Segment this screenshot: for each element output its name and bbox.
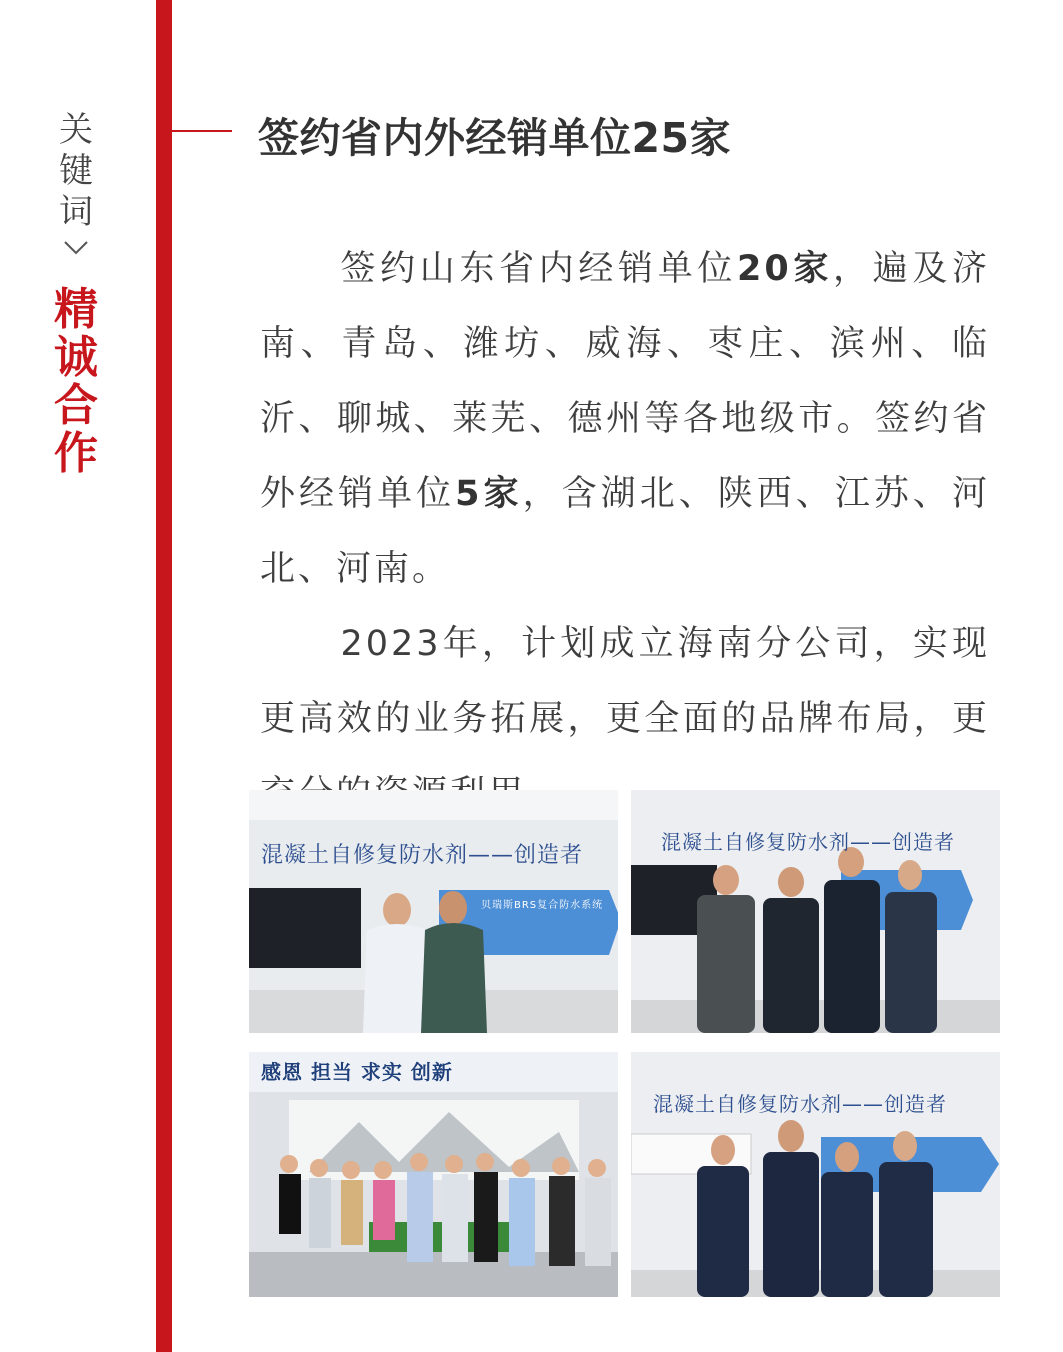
section-title: 签约省内外经销单位25家 — [258, 114, 732, 162]
highlight-count: 5家 — [455, 474, 523, 514]
highlight-count: 20家 — [737, 249, 834, 289]
chevron-down-icon — [61, 238, 91, 258]
text-run: ，遍及济南、青岛、潍坊、威海、枣庄、滨州、临沂、聊城、莱芜、德州等各地级市。签约省外经销单位 — [260, 249, 990, 514]
keyword-label-char: 关 — [59, 110, 93, 150]
photo-slogan: 混凝土自修复防水剂——创造者 — [653, 1092, 947, 1116]
photo-panel-title: 贝瑞斯BRS复合防水系统 — [481, 900, 604, 911]
text-run: ，含湖北、陕西、江苏、河北、河南。 — [260, 474, 990, 589]
paragraph-distributors — [260, 232, 990, 607]
keyword-value-char: 诚 — [54, 332, 98, 383]
paragraph-plan: 2023年，计划成立海南分公司，实现更高效的业务拓展，更全面的品牌布局，更 — [260, 624, 990, 739]
sidebar-red-bar — [156, 0, 172, 1352]
photo-slogan: 混凝土自修复防水剂——创造者 — [261, 843, 584, 868]
photo-handshake — [249, 790, 618, 1033]
keyword-value-char: 作 — [54, 428, 98, 479]
photo-group-four — [631, 790, 1000, 1033]
keyword-label-char: 词 — [59, 192, 93, 232]
title-rule — [172, 130, 232, 132]
photo-group-thumbs — [631, 1052, 1000, 1297]
photo-hall-banner: 感恩 担当 求实 创新 — [261, 1060, 453, 1084]
keyword-value-char: 合 — [54, 380, 98, 431]
text-run: 签约山东省内经销单位 — [340, 249, 738, 289]
keyword-value-char: 精 — [54, 284, 98, 335]
keyword-value — [50, 286, 102, 478]
photo-slogan: 混凝土自修复防水剂——创造者 — [661, 830, 955, 854]
keyword-label-char: 键 — [59, 151, 93, 191]
keyword-label — [56, 110, 96, 233]
article-body — [260, 232, 990, 832]
photo-group-hall — [249, 1052, 618, 1297]
